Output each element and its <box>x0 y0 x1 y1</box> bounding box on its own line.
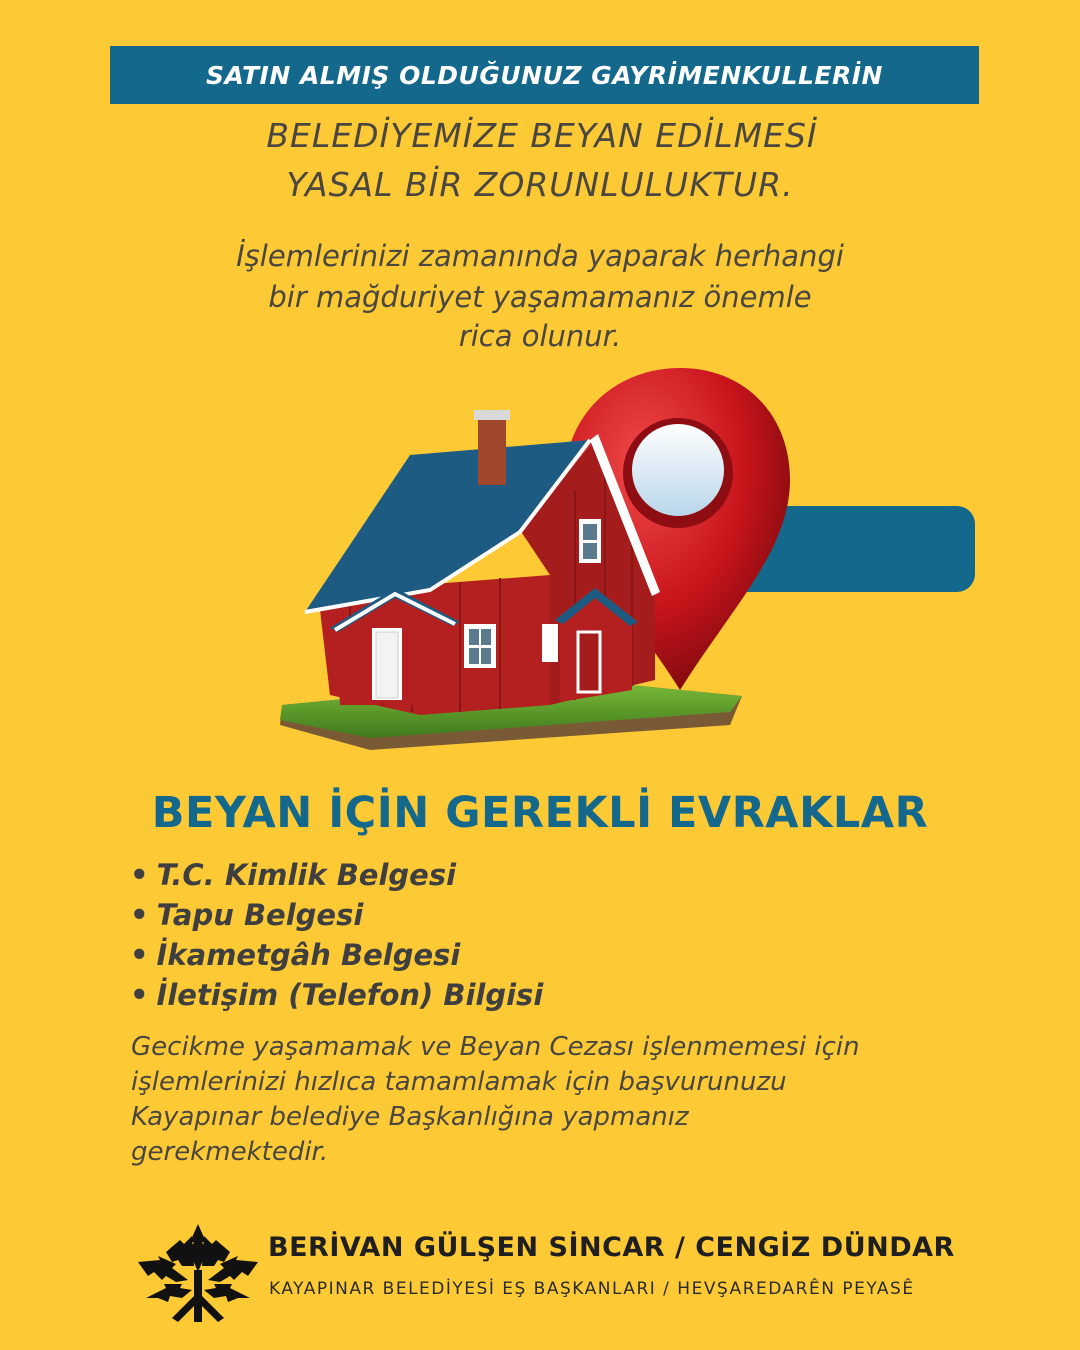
notice-line-4: gerekmektedir. <box>131 1137 329 1167</box>
subheading-line-1: BELEDİYEMİZE BEYAN EDİLMESİ <box>266 116 818 155</box>
bullet-marker: • <box>130 858 149 892</box>
house-illustration <box>260 360 1000 770</box>
footer-names: BERİVAN GÜLŞEN SİNCAR / CENGİZ DÜNDAR <box>268 1232 955 1263</box>
document-item-label: T.C. Kimlik Belgesi <box>156 858 457 892</box>
notice-paragraph <box>131 1030 860 1170</box>
list-item <box>130 855 543 895</box>
top-banner: SATIN ALMIŞ OLDUĞUNUZ GAYRİMENKULLERİN <box>110 46 979 104</box>
bullet-marker: • <box>130 978 149 1012</box>
intro-line-1: İşlemlerinizi zamanında yaparak herhangi <box>236 239 844 273</box>
document-item-label: İkametgâh Belgesi <box>156 938 461 972</box>
document-item-label: Tapu Belgesi <box>156 898 364 932</box>
notice-line-2: işlemlerinizi hızlıca tamamlamak için başvurunuzu <box>131 1067 787 1097</box>
notice-line-1: Gecikme yaşamamak ve Beyan Cezası işlenmemesi için <box>131 1032 860 1062</box>
document-item-label: İletişim (Telefon) Bilgisi <box>156 978 544 1012</box>
list-item <box>130 975 543 1015</box>
list-item <box>130 935 543 975</box>
subheading-line-2: YASAL BİR ZORUNLULUKTUR. <box>286 165 794 204</box>
intro-line-3: rica olunur. <box>458 319 622 353</box>
footer-subtitle: KAYAPINAR BELEDİYESİ EŞ BAŞKANLARI / HEVŞAREDARÊN PEYASÊ <box>269 1279 915 1299</box>
documents-list <box>130 855 543 1015</box>
bullet-marker: • <box>130 938 149 972</box>
intro-line-2: bir mağduriyet yaşamamanız önemle <box>268 280 812 314</box>
bullet-marker: • <box>130 898 149 932</box>
leaf-emblem-icon <box>136 1222 260 1324</box>
documents-heading: BEYAN İÇİN GEREKLİ EVRAKLAR <box>151 788 929 838</box>
notice-line-3: Kayapınar belediye Başkanlığına yapmanız <box>131 1102 689 1132</box>
list-item <box>130 895 543 935</box>
